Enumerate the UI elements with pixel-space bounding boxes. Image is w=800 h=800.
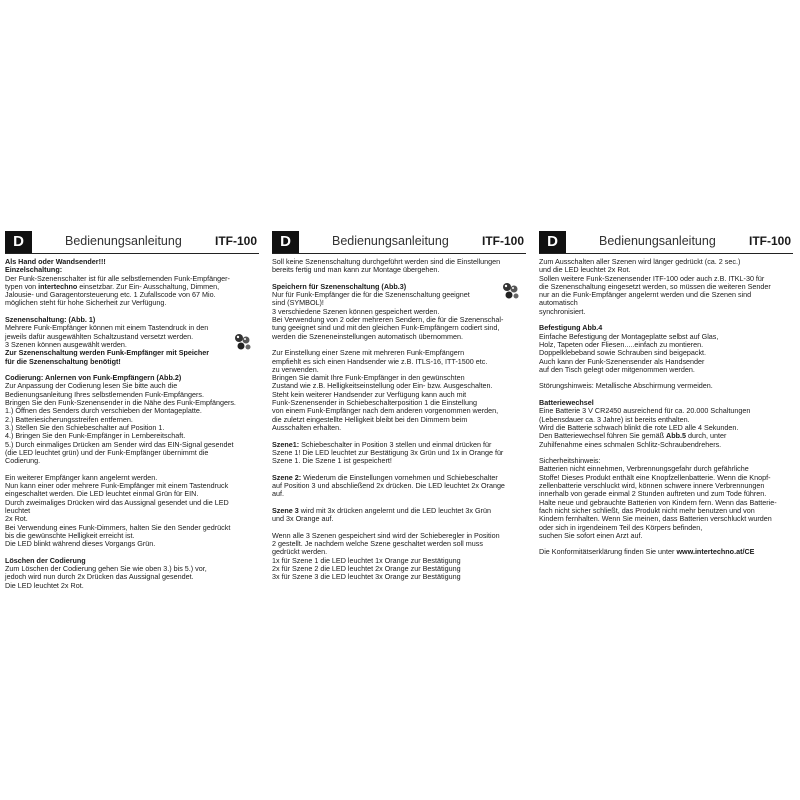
paragraph: Soll keine Szenenschaltung durchgeführt werden sind die Einstellungen bereits fertig und man kann zur Montage übergehen. (272, 257, 501, 275)
heading: Befestigung Abb.4 (539, 323, 603, 333)
safety-notice: Sicherheitshinweis: Batterien nicht einnehmen, Verbrennungsgefahr durch gefährliche Stoffe! Dieses Produkt enthält eine Knopfzellenbatterie. Wenn die Knopf- zellenbatterie verschluckt wird, können schwere innere Verbrennungen innerhalb von gerade einmal 2 Stunden auftreten und zum Tode führen. Halte neue und gebrauchte Batterien von Kindern fern. Wenn das Batterie- fach nicht sicher schließt, das Produkt nicht mehr benutzen und von Kindern fernhalten. Wenn Sie meinen, dass Batterien verschluckt wurden oder sich in irgendeinem Teil des Körpers befinden, suchen Sie sofort einen Arzt auf. (539, 456, 777, 540)
scene-bubbles-icon (500, 281, 520, 301)
paragraph: Zum Ausschalten aller Szenen wird länger gedrückt (ca. 2 sec.) und die LED leuchtet 2x Rot. Sollen weitere Funk-Szenensender ITF-100 oder auch z.B. ITKL-30 für die Szenenschaltung eingesetzt werden, so müssen die weiteren Sender nur an die Funk-Empfänger angelernt werden und die Szenen sind automatisch synchronisiert. (539, 257, 771, 316)
paragraph: Störungshinweis: Metallische Abschirmung vermeiden. (539, 381, 713, 391)
page-column-2 (272, 229, 526, 582)
paragraph: Der Funk-Szenenschalter ist für alle selbstlernenden Funk-Empfänger- (5, 273, 230, 283)
header-model: ITF-100 (748, 234, 791, 248)
conformity-link[interactable]: www.intertechno.at/CE (676, 547, 755, 557)
note: Zur Szenenschaltung werden Funk-Empfänger mit Speicher für die Szenenschaltung benötigt! (5, 348, 210, 366)
heading: Als Hand oder Wandsender!!! (5, 257, 106, 266)
page-header (539, 229, 793, 254)
heading: Speichern für Szenenschaltung (Abb.3) (272, 281, 407, 291)
header-model: ITF-100 (481, 234, 524, 248)
scene-1-paragraph: Szene1: Schiebeschalter in Position 3 stellen und einmal drücken für Szene 1! Die LED leuchtet zur Bestätigung 3x Grün und 1x in Orange für Szene 1. Die Szene 1 ist gespeichert! (272, 439, 504, 466)
paragraph: Ein weiterer Empfänger kann angelernt werden. Nun kann einer oder mehrere Funk-Empfänger mit einem Tastendruck eingeschaltet werden. Die LED leuchtet einmal Grün für EIN. Durch zweimaliges Drücken wird das Aussignal gesendet und die LED leuchtet 2x Rot. Bei Verwendung eines Funk-Dimmers, halten Sie den Sender gedrückt bis die gewünschte Helligkeit erreicht ist. Die LED blinkt während dieses Vorgangs Grün. (5, 472, 231, 549)
heading: Szenenschaltung: (Abb. 1) (5, 315, 96, 325)
header-title: Bedienungsanleitung (65, 234, 182, 248)
scene-3-paragraph: Szene 3 wird mit 3x drücken angelernt und die LED leuchtet 3x Grün und 3x Orange auf. (272, 505, 491, 524)
language-badge: D (272, 231, 299, 253)
paragraph: Mehrere Funk-Empfänger können mit einem Tastendruck in den jeweils dafür ausgewählten Schaltzustand versetzt werden. 3 Szenen können ausgewählt werden. (5, 323, 209, 349)
paragraph: Wenn alle 3 Szenen gespeichert sind wird der Schieberegler in Position 2 gestellt. Je nachdem welche Szene geschaltet werden soll muss gedrückt werden. 1x für Szene 1 die LED leuchtet 1x Orange zur Bestätigung 2x für Szene 2 die LED leuchtet 2x Orange zur Bestätigung 3x für Szene 3 die LED leuchtet 3x Orange zur Bestätigung (272, 530, 500, 582)
paragraph: Zum Löschen der Codierung gehen Sie wie oben 3.) bis 5.) vor, jedoch wird nun durch 2x Drücken das Aussignal gesendet. Die LED leuchtet 2x Rot. (5, 563, 207, 590)
paragraph: Zur Anpassung der Codierung lesen Sie bitte auch die Bedienungsanleitung Ihres selbstlernenden Funk-Empfängers. Bringen Sie den Funk-Szenensender in die Nähe des Funk-Empfängers. 1.) Öffnen des Senders durch verschieben der Montageplatte. 2.) Batteriesicherungsstreifen entfernen. 3.) Stellen Sie den Schiebeschalter auf Position 1. 4.) Bringen Sie den Funk-Empfänger in Lernbereitschaft. 5.) Durch einmaliges Drücken am Sender wird das EIN-Signal gesendet (die LED leuchtet grün) und der Funk-Empfänger übernimmt die Codierung. (5, 381, 236, 466)
brand-name: intertechno (38, 281, 78, 291)
header-title: Bedienungsanleitung (332, 234, 449, 248)
paragraph: Zur Einstellung einer Szene mit mehreren Funk-Empfängern empfiehlt es sich einen Handsender wie z.B. ITLS-16, ITT-1500 etc. zu verwenden. Bringen Sie damit Ihre Funk-Empfänger in den gewünschten Zustand wie z.B. Helligkeitseinstellung oder Ein- bzw. Ausgeschalten. Steht kein weiterer Handsender zur Verfügung kann auch mit Funk-Szenensender in Schiebeschalterposition 1 die Einstellung von einem Funk-Empfänger nach dem anderen vorgenommen werden, die zuletzt eingestellte Helligkeit bleibt bei den Dimmern beim Ausschalten erhalten. (272, 348, 499, 432)
language-badge: D (539, 231, 566, 253)
heading: Codierung: Anlernen von Funk-Empfängern (Abb.2) (5, 373, 182, 383)
paragraph: Nur für Funk-Empfänger die für die Szenenschaltung geeignet sind (SYMBOL)! 3 verschiedene Szenen können gespeichert werden. Bei Verwendung von 2 oder mehreren Sendern, die für die Szenenschal- tung geeignet sind und mit den gleichen Funk-Empfängern codiert sind, werden die Szeneneinstellungen automatisch übernommen. (272, 290, 504, 341)
heading: Batteriewechsel (539, 398, 594, 408)
paragraph: typen von intertechno einsetzbar. Zur Ein- Ausschaltung, Dimmen, (5, 281, 220, 291)
scene-2-paragraph: Szene 2: Wiederum die Einstellungen vornehmen und Schiebeschalter auf Position 3 und abschließend 2x drücken. Die LED leuchtet 2x Orange auf. (272, 472, 505, 499)
heading: Löschen der Codierung (5, 555, 86, 565)
column-body (272, 254, 526, 582)
paragraph: Jalousie- und Garagentorsteuerung etc. 1 Zufallscode von 67 Mio. möglichen steht für hohe Sicherheit zur Verfügung. (5, 290, 216, 308)
column-body (5, 254, 259, 590)
language-badge: D (5, 231, 32, 253)
page-column-3 (539, 229, 793, 557)
paragraph: Einfache Befestigung der Montageplatte selbst auf Glas, Holz, Tapeten oder Fliesen.....einfach zu montieren. Doppelklebeband sowie Schrauben sind beigepackt. Auch kann der Funk-Szenensender als Handsender auf den Tisch gelegt oder mitgenommen werden. (539, 331, 719, 374)
scene-bubbles-icon (232, 332, 252, 352)
heading: Einzelschaltung: (5, 265, 63, 275)
header-model: ITF-100 (214, 234, 257, 248)
conformity-note: Die Konformitätserklärung finden Sie unter www.intertechno.at/CE (539, 547, 755, 557)
column-body (539, 254, 793, 557)
paragraph: Eine Batterie 3 V CR2450 ausreichend für ca. 20.000 Schaltungen (Lebensdauer ca. 3 Jahre) ist bereits enthalten. Wird die Batterie schwach blinkt die rote LED alle 4 Sekunden. Den Batteriewechsel führen Sie gemäß Abb.5 durch, unter Zuhilfenahme eines schmalen Schlitz-Schraubendrehers. (539, 406, 751, 449)
page-header (5, 229, 259, 254)
header-title: Bedienungsanleitung (599, 234, 716, 248)
page-column-1 (5, 229, 259, 590)
page-header (272, 229, 526, 254)
